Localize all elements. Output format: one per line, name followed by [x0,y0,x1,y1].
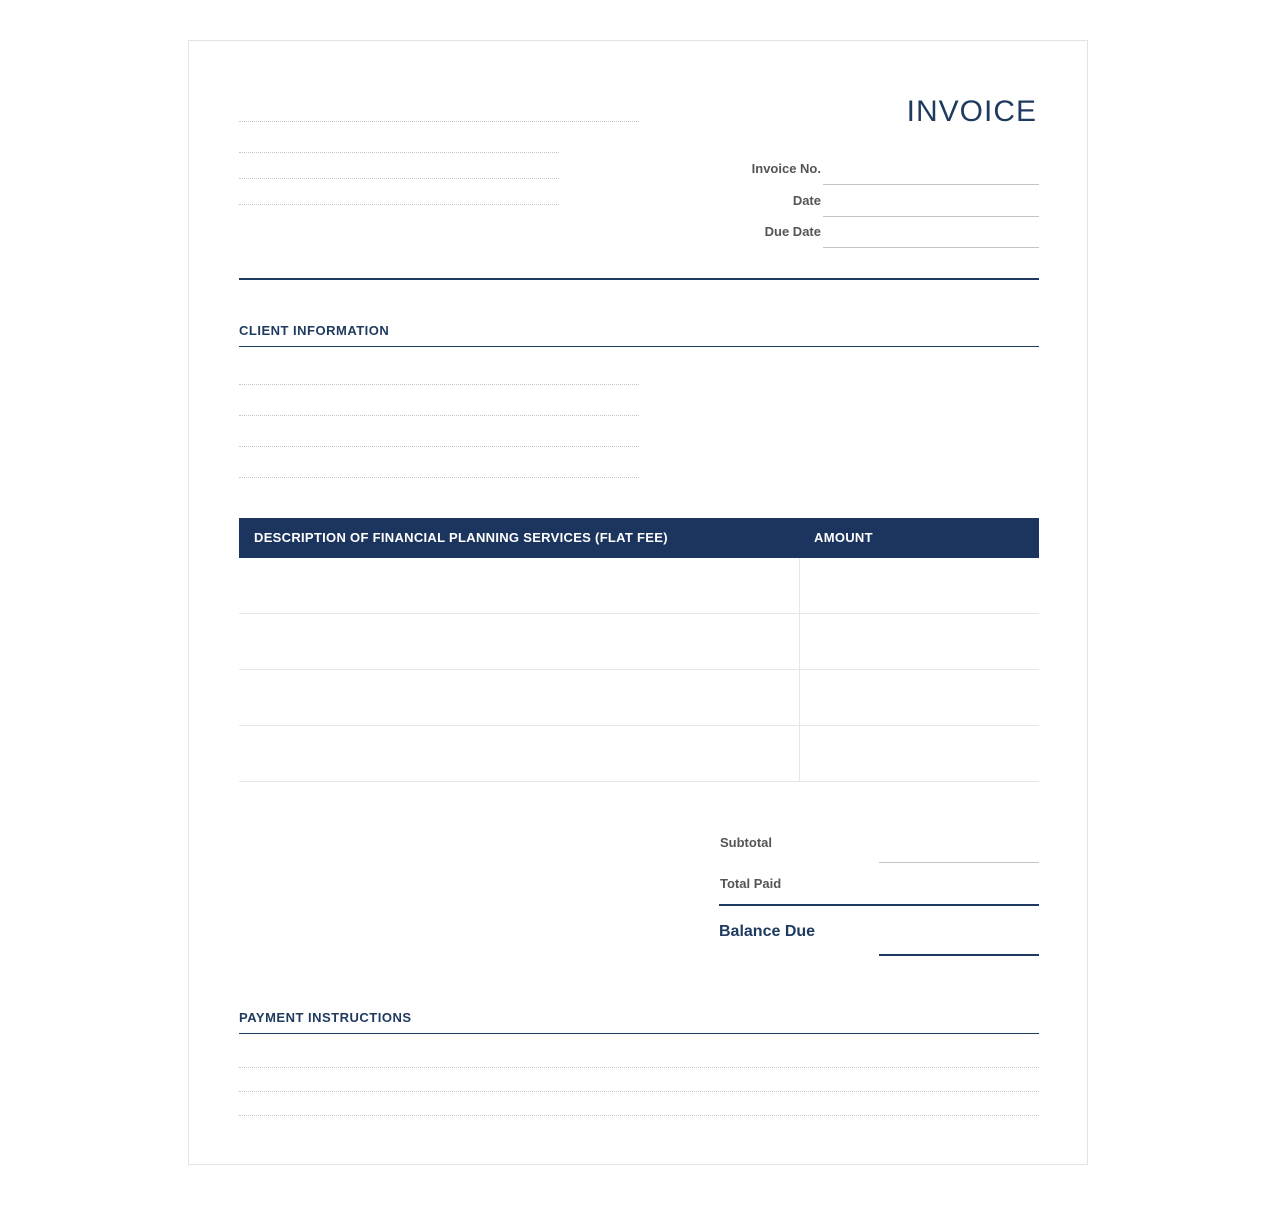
date-underline [823,216,1039,217]
total-paid-rule [719,904,1039,906]
invoice-number-field[interactable] [823,159,1039,183]
payment-line-3[interactable] [239,1115,1039,1116]
table-column-divider [799,558,800,782]
client-information-heading: CLIENT INFORMATION [239,323,390,338]
total-paid-field[interactable] [879,877,1039,901]
subtotal-field[interactable] [879,836,1039,860]
subtotal-underline [879,862,1039,863]
total-paid-label: Total Paid [720,876,782,891]
description-cell-2[interactable] [239,614,799,669]
due-date-label: Due Date [764,224,821,239]
client-line-2[interactable] [239,415,639,416]
table-row-divider [239,781,1039,782]
balance-due-underline [879,954,1039,956]
invoice-page [188,40,1088,1165]
payment-instructions-rule [239,1033,1039,1034]
company-contact-line[interactable] [239,204,559,205]
invoice-title: INVOICE [906,95,1037,128]
amount-column-header: AMOUNT [814,530,873,545]
payment-line-1[interactable] [239,1067,1039,1068]
description-column-header: DESCRIPTION OF FINANCIAL PLANNING SERVICES (FLAT FEE) [254,530,668,545]
due-date-underline [823,247,1039,248]
description-cell-1[interactable] [239,558,799,613]
client-line-1[interactable] [239,384,639,385]
client-line-3[interactable] [239,446,639,447]
company-address-line-2[interactable] [239,178,559,179]
date-label: Date [792,193,821,208]
due-date-field[interactable] [823,222,1039,246]
amount-cell-4[interactable] [800,726,1039,781]
description-cell-4[interactable] [239,726,799,781]
payment-instructions-heading: PAYMENT INSTRUCTIONS [239,1010,412,1025]
company-address-line-1[interactable] [239,152,559,153]
client-line-4[interactable] [239,477,639,478]
balance-due-label: Balance Due [719,923,816,940]
client-information-rule [239,346,1039,347]
amount-cell-3[interactable] [800,670,1039,725]
header-divider [239,278,1039,280]
balance-due-field[interactable] [879,925,1039,951]
company-name-line[interactable] [239,121,639,122]
date-field[interactable] [823,191,1039,215]
description-cell-3[interactable] [239,670,799,725]
subtotal-label: Subtotal [720,835,772,850]
services-table-header [239,518,1039,558]
invoice-number-underline [823,184,1039,185]
amount-cell-1[interactable] [800,558,1039,613]
payment-line-2[interactable] [239,1091,1039,1092]
amount-cell-2[interactable] [800,614,1039,669]
invoice-number-label: Invoice No. [751,161,821,176]
